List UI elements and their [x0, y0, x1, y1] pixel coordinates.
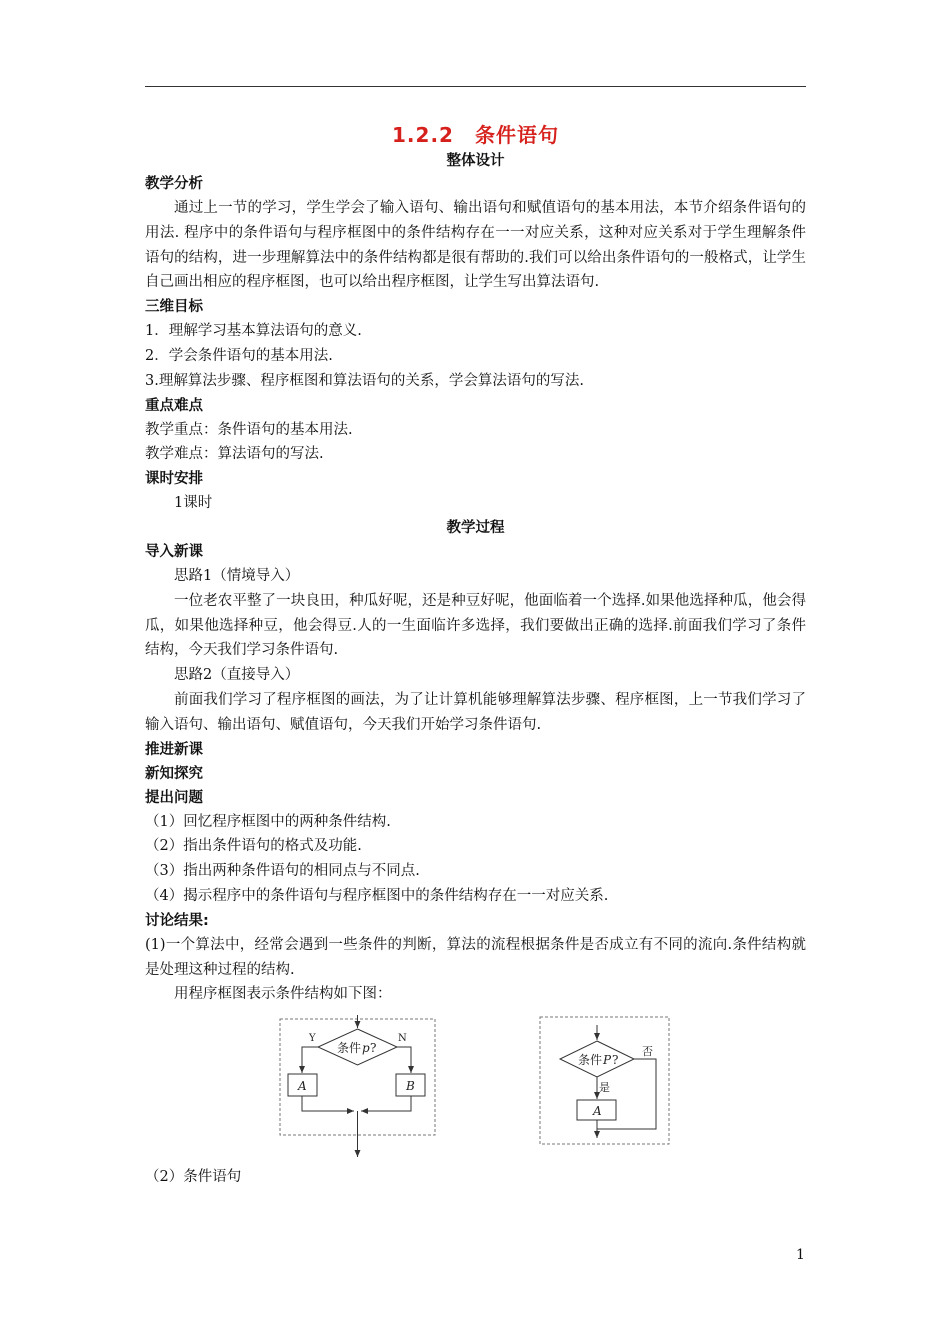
page-number: 1 [796, 1247, 805, 1263]
decision-question-mark: ? [370, 1041, 377, 1056]
question-item: （3）指出两种条件语句的相同点与不同点. [145, 863, 420, 880]
decision-variable: P [603, 1053, 612, 1068]
figure-intro: 用程序框图表示条件结构如下图： [174, 986, 392, 1003]
keypoint-item: 教学重点：条件语句的基本用法. [145, 421, 353, 438]
section-heading-advance: 推进新课 [145, 741, 203, 758]
header-rule [145, 86, 806, 87]
section-heading-intro: 导入新课 [145, 543, 203, 560]
condition-statement-item: （2）条件语句 [145, 1169, 242, 1186]
discussion-paragraph: (1)一个算法中，经常会遇到一些条件的判断，算法的流程根据条件是否成立有不同的流向.条件结构就是处理这种过程的结构. [145, 936, 806, 978]
idea-2-paragraph: 前面我们学习了程序框图的画法，为了让计算机能够理解算法步骤、程序框图，上一节我们学习了输入语句、输出语句、赋值语句，今天我们开始学习条件语句. [145, 691, 806, 733]
section-heading-keypoints: 重点难点 [145, 397, 203, 414]
section-heading-analysis: 教学分析 [145, 176, 203, 192]
process-b-label: B [406, 1079, 415, 1094]
no-label: N [398, 1033, 407, 1045]
document-body [145, 120, 806, 1190]
yes-label: Y [309, 1033, 316, 1045]
discussion-heading: 讨论结果: [145, 912, 209, 929]
page-subtitle: 整体设计 [446, 153, 505, 169]
section-heading-questions: 提出问题 [145, 789, 203, 806]
flowchart-if [538, 1015, 673, 1147]
schedule-text: 1课时 [174, 495, 213, 512]
goal-item: 3.理解算法步骤、程序框图和算法语句的关系，学会算法语句的写法. [145, 372, 584, 389]
flowchart-if-else [278, 1015, 438, 1161]
process-a-label: A [298, 1079, 307, 1094]
section-heading-explore: 新知探究 [145, 765, 203, 782]
idea-2-label: 思路2（直接导入） [174, 667, 300, 684]
idea-1-label: 思路1（情境导入） [174, 567, 300, 584]
section-heading-schedule: 课时安排 [145, 471, 203, 488]
goal-item: 1．理解学习基本算法语句的意义. [145, 323, 362, 340]
idea-1-paragraph: 一位老农平整了一块良田，种瓜好呢，还是种豆好呢，他面临着一个选择.如果他选择种瓜，他会得瓜，如果他选择种豆，他会得豆.人的一生面临许多选择，我们要做出正确的选择.前面我们学习了条件结构，今天我们学习条件语句. [145, 592, 806, 659]
figures-row [145, 1015, 806, 1165]
process-a-label: A [593, 1104, 602, 1119]
question-item: （1）回忆程序框图中的两种条件结构. [145, 813, 391, 830]
decision-question-mark: ? [612, 1053, 619, 1068]
yes-label: 是 [599, 1081, 610, 1095]
keypoint-item: 教学难点：算法语句的写法. [145, 446, 324, 463]
no-label: 否 [642, 1045, 653, 1059]
page-title: 1.2.2 条件语句 [392, 123, 559, 147]
question-item: （2）指出条件语句的格式及功能. [145, 838, 362, 855]
section-heading-goals: 三维目标 [145, 299, 203, 316]
goal-item: 2．学会条件语句的基本用法. [145, 347, 333, 364]
decision-variable: p [362, 1041, 370, 1056]
decision-label: 条件 [578, 1053, 603, 1068]
section-heading-process: 教学过程 [446, 519, 505, 536]
analysis-paragraph: 通过上一节的学习，学生学会了输入语句、输出语句和赋值语句的基本用法，本节介绍条件语句的用法. 程序中的条件语句与程序框图中的条件结构存在一一对应关系，这种对应关系对于学生理解条件语句的结构，进一步理解算法中的条件结构都是很有帮助的.我们可以给出条件语句的一般格式，让学生自己画出相应的程序框图，也可以给出程序框图，让学生写出算法语句. [145, 200, 806, 291]
decision-label: 条件 [337, 1041, 362, 1056]
question-item: （4）揭示程序中的条件语句与程序框图中的条件结构存在一一对应关系. [145, 887, 609, 904]
